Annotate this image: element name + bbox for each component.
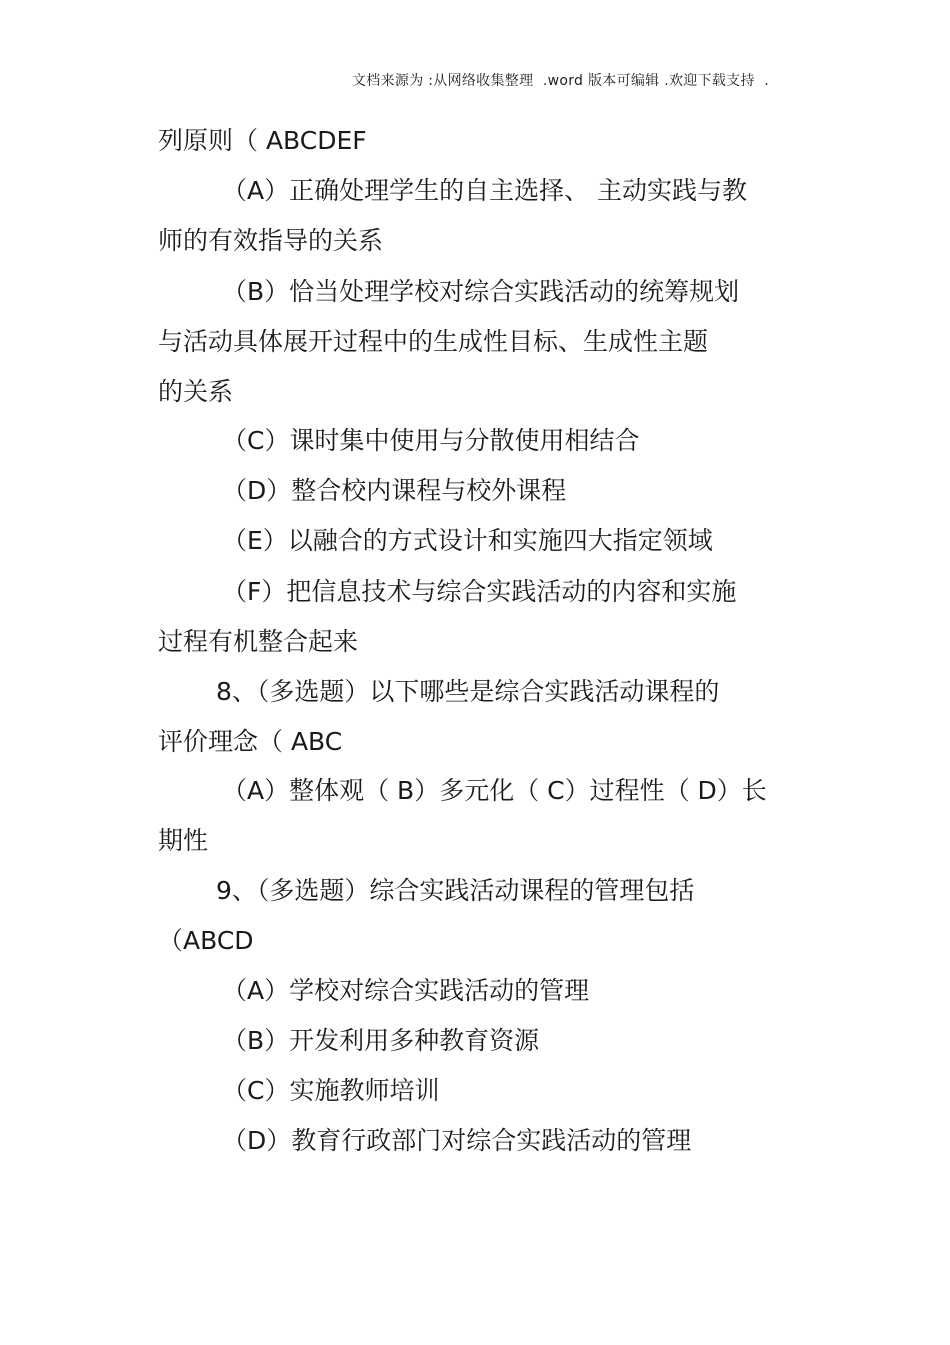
option-line: （D）教育行政部门对综合实践活动的管理 (222, 1126, 692, 1155)
option-line: （F）把信息技术与综合实践活动的内容和实施 (222, 577, 737, 606)
question-line: 9、（多选题）综合实践活动课程的管理包括 (216, 876, 695, 905)
option-line: （E）以融合的方式设计和实施四大指定领域 (222, 526, 713, 555)
text-line: 的关系 (158, 377, 234, 406)
text-line: 列原则（ ABCDEF (158, 126, 367, 155)
option-line: （B）开发利用多种教育资源 (222, 1026, 540, 1055)
text-line: 评价理念（ ABC (158, 727, 343, 756)
text-line: 过程有机整合起来 (158, 627, 359, 656)
source-header-note: 文档来源为 :从网络收集整理 .word 版本可编辑 .欢迎下载支持 . (352, 73, 770, 89)
option-line: （D）整合校内课程与校外课程 (222, 476, 567, 505)
text-line: 期性 (158, 826, 209, 855)
text-line: （ABCD (158, 926, 254, 955)
question-line: 8、（多选题）以下哪些是综合实践活动课程的 (216, 677, 720, 706)
option-line: （A）整体观（ B）多元化（ C）过程性（ D）长 (222, 776, 767, 805)
text-line: 师的有效指导的关系 (158, 226, 384, 255)
option-line: （C）实施教师培训 (222, 1076, 440, 1105)
option-line: （C）课时集中使用与分散使用相结合 (222, 426, 640, 455)
option-line: （A）学校对综合实践活动的管理 (222, 976, 590, 1005)
text-line: 与活动具体展开过程中的生成性目标、生成性主题 (158, 327, 709, 356)
option-line: （B）恰当处理学校对综合实践活动的统筹规划 (222, 277, 740, 306)
option-line: （A）正确处理学生的自主选择、 主动实践与教 (222, 176, 748, 205)
